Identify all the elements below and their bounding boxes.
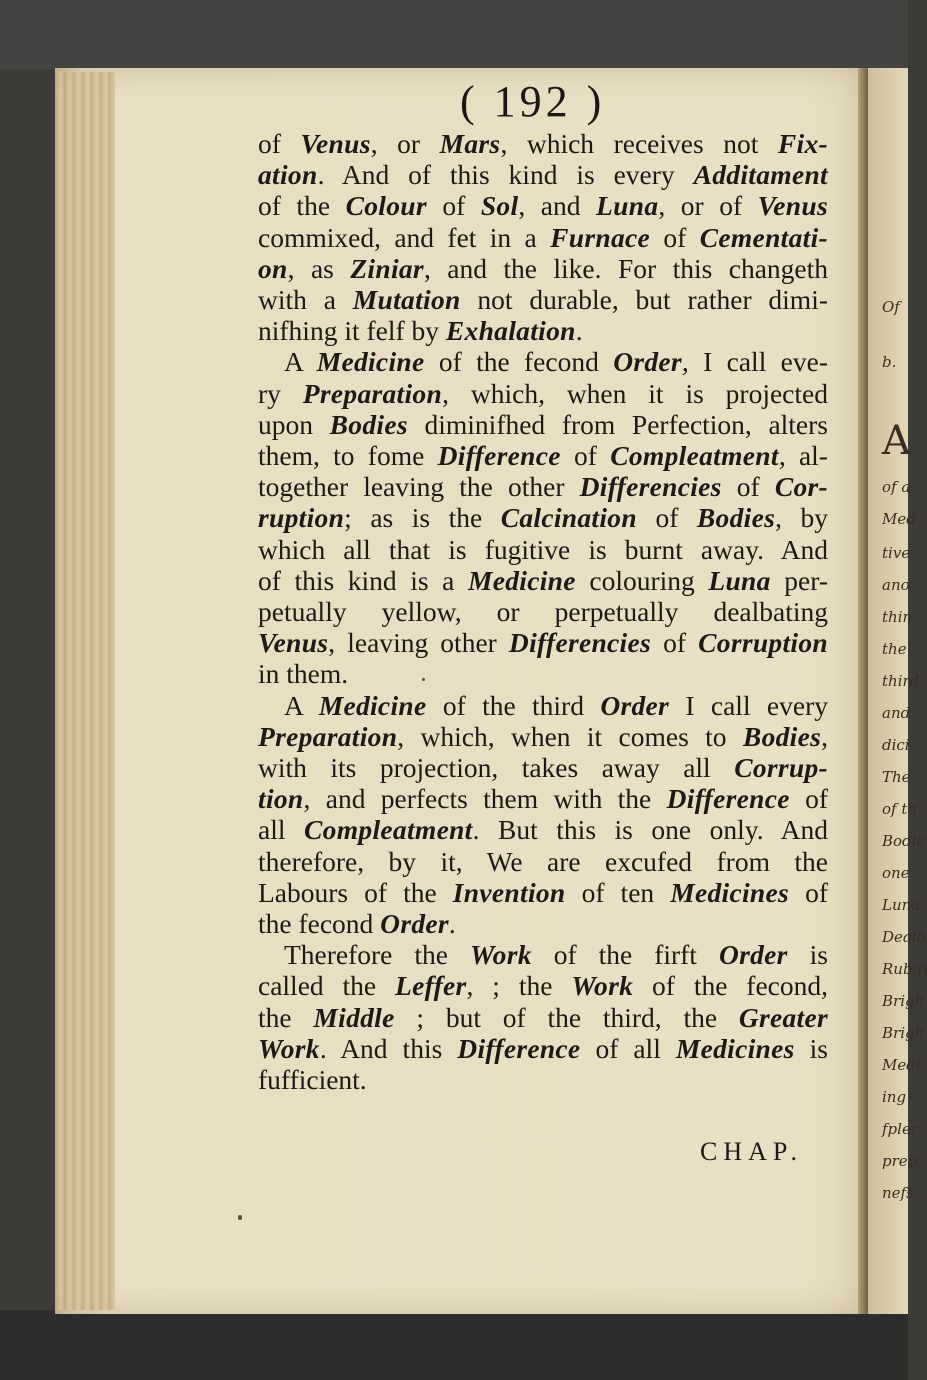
body-text	[258, 128, 828, 1095]
facing-page-text: and	[882, 704, 911, 722]
text-line: ry Preparation, which, when it is projected	[258, 377, 828, 409]
facing-page-text: Rubifi	[882, 960, 927, 978]
facing-page-text: Medi	[882, 1056, 921, 1074]
scan-background-top	[0, 0, 908, 70]
text-line: ruption; as is the Calcination of Bodies, by	[258, 502, 828, 534]
text-line: ation. And of this kind is every Additament	[258, 159, 828, 191]
text-line: fufficient.	[258, 1064, 367, 1096]
text-line: with a Mutation not durable, but rather dimi-	[258, 284, 828, 316]
text-line: Therefore the Work of the firft Order is	[284, 939, 828, 971]
text-line: with its projection, takes away all Corrup-	[258, 752, 828, 784]
book-gutter	[858, 68, 868, 1314]
text-line: Venus, leaving other Differencies of Corruption	[258, 627, 828, 659]
page-number: ( 192 )	[460, 77, 606, 126]
facing-page-text: of th	[882, 800, 918, 818]
facing-page-fragment	[868, 68, 927, 1314]
facing-page-text: Of	[882, 298, 900, 316]
facing-page-text: of a	[882, 478, 911, 496]
text-line: petually yellow, or perpetually dealbating	[258, 596, 828, 628]
facing-page-text: nefs.	[882, 1184, 919, 1202]
text-line: on, as Ziniar, and the like. For this changeth	[258, 252, 828, 284]
text-line: therefore, by it, We are excufed from the	[258, 845, 828, 877]
scan-background-bottom	[0, 1310, 908, 1380]
facing-page-text: fpler	[882, 1120, 918, 1138]
facing-page-text: The	[882, 768, 911, 786]
text-line: the Middle ; but of the third, the Greater	[258, 1001, 828, 1033]
text-line: which all that is fugitive is burnt away. And	[258, 533, 828, 565]
facing-page-text: ano	[882, 576, 910, 594]
facing-page-text: prep	[882, 1152, 918, 1170]
text-line: of the Colour of Sol, and Luna, or of Venus	[258, 190, 828, 222]
text-line: of Venus, or Mars, which receives not Fix-	[258, 128, 828, 159]
facing-page-text: dici	[882, 736, 910, 754]
text-line: A Medicine of the third Order I call every	[284, 689, 828, 721]
text-line: nifhing it felf by Exhalation.	[258, 315, 583, 347]
text-line: in them.	[258, 658, 349, 690]
text-line: Labours of the Invention of ten Medicines of	[258, 876, 828, 908]
facing-page-text: the	[882, 640, 907, 658]
text-line: Work. And this Difference of all Medicines is	[258, 1032, 829, 1064]
facing-page-text: Med	[882, 510, 916, 528]
text-line: of this kind is a Medicine colouring Luna per-	[258, 564, 828, 596]
facing-page-text: b.	[882, 353, 897, 371]
text-line: together leaving the other Differencies of Cor-	[258, 471, 828, 503]
facing-page-text: Brigh	[882, 992, 925, 1010]
facing-page-text: Dealb	[882, 928, 927, 946]
paper-speck	[422, 678, 425, 681]
text-line: commixed, and fet in a Furnace of Cementati-	[258, 221, 828, 253]
facing-page-text: Luna	[882, 896, 921, 914]
facing-page-text: tive	[882, 544, 911, 562]
facing-page-text: one	[882, 864, 910, 882]
text-line: them, to fome Difference of Compleatment, al-	[258, 440, 828, 472]
page-edges	[55, 72, 115, 1310]
text-line: the fecond Order.	[258, 908, 456, 940]
text-line: upon Bodies diminifhed from Perfection, alters	[258, 408, 829, 440]
facing-page-text: Bodie	[882, 832, 926, 850]
facing-page-text: A	[882, 418, 911, 464]
facing-page-text: ing	[882, 1088, 907, 1106]
text-line: Preparation, which, when it comes to Bodies,	[258, 720, 828, 752]
facing-page-text: third	[882, 672, 920, 690]
paper-speck	[238, 1215, 242, 1220]
catchword: CHAP.	[700, 1137, 803, 1166]
text-line: called the Leffer, ; the Work of the fecond,	[258, 970, 828, 1002]
text-line: tion, and perfects them with the Difference of	[258, 783, 828, 815]
text-line: all Compleatment. But this is one only. And	[258, 814, 828, 846]
text-line: A Medicine of the fecond Order, I call eve-	[284, 346, 828, 378]
facing-page-text: thin	[882, 608, 913, 626]
facing-page-text: Brigh	[882, 1024, 925, 1042]
